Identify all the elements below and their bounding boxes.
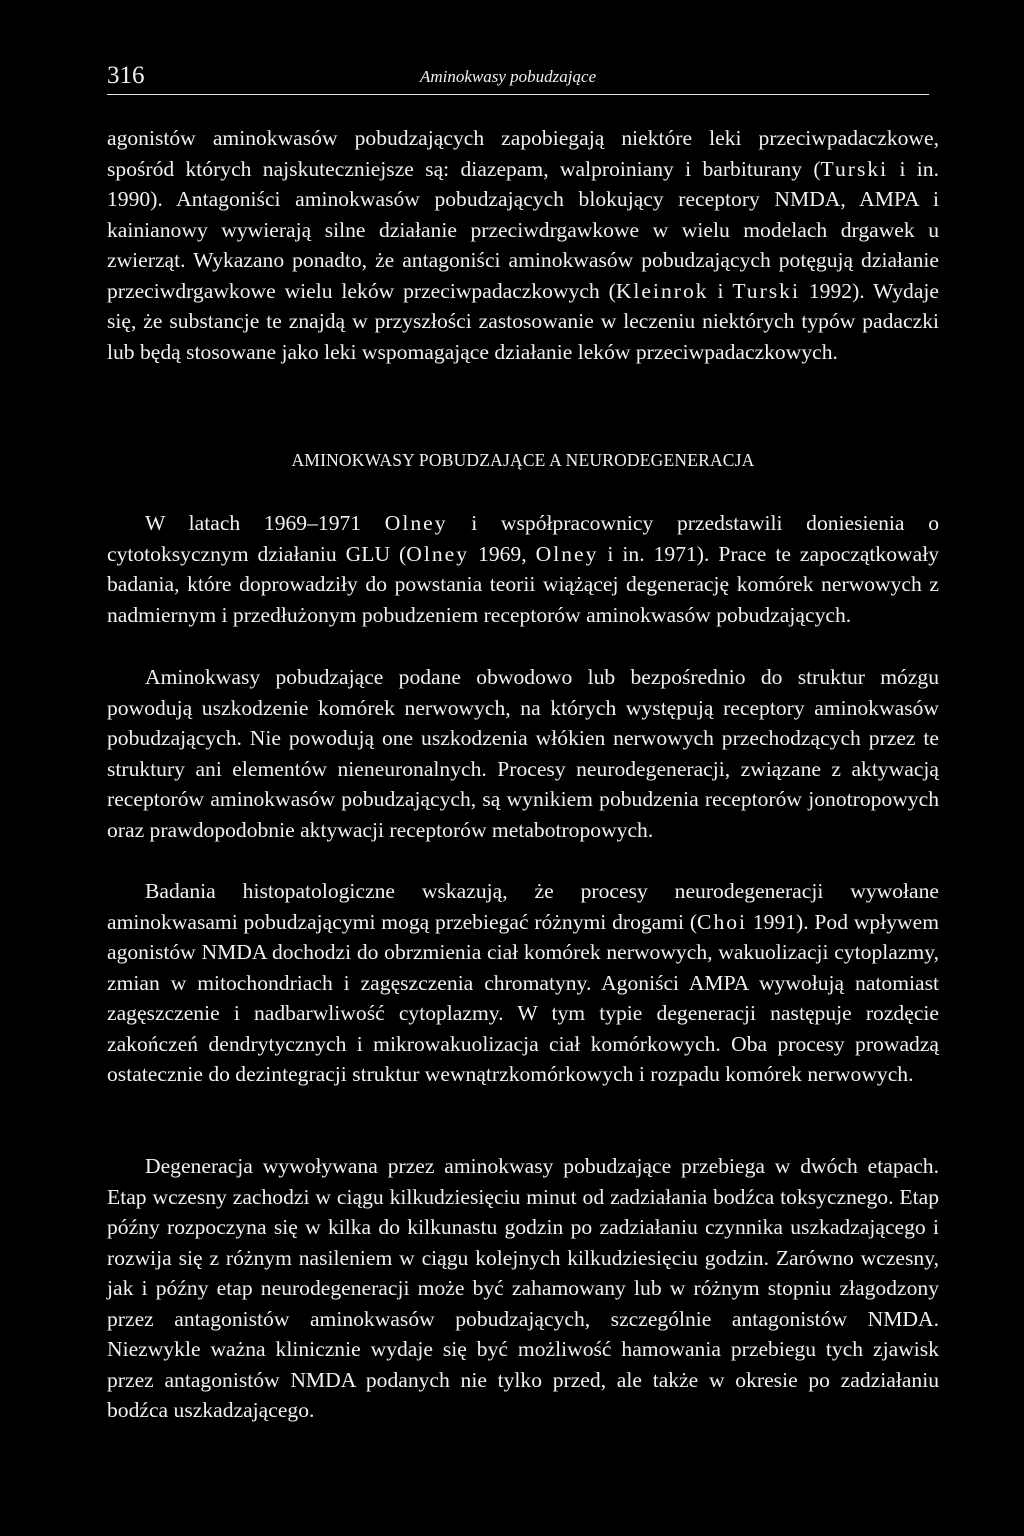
paragraph-2 [107, 508, 939, 630]
text-run: i in. 1971). Prace te zapoczątkowały badania, które doprowadziły do powstania teorii wiążącej degenerację komórek nerwowych z nadmiernym i przedłużonym pobudzeniem receptorów aminokwasów pobudzających. [107, 541, 940, 627]
text-run: agonistów aminokwasów pobudzających zapobiegają niektóre leki przeciwpadaczkowe, spośród których najskuteczniejsze są: diazepam, walproiniany i barbiturany ( [107, 126, 939, 181]
section-heading: AMINOKWASY POBUDZAJĄCE A NEURODEGENERACJA [291, 450, 755, 470]
author-citation: Turski [732, 278, 800, 303]
author-citation: Turski [820, 156, 889, 181]
running-head: Aminokwasy pobudzające [420, 67, 597, 86]
text-run: 1991). Pod wpływem agonistów NMDA dochodzi do obrzmienia ciał komórek nerwowych, wakuolizacji cytoplazmy, zmian w mitochondriach i zagęszczenia chromatyny. Agoniści AMPA wywołują natomiast zagęszczenie i nadbarwliwość cytoplazmy. W tym typie degeneracji następuje rozdęcie zakończeń dendrytycznych i mikrowakuolizacja ciał komórkowych. Oba procesy prowadzą ostatecznie do dezintegracji struktur wewnątrzkomórkowych i rozpadu komórek nerwowych. [107, 909, 939, 1086]
text-run: 1969, [469, 541, 536, 566]
paragraph-4 [107, 876, 939, 1090]
author-citation: Olney [384, 511, 448, 535]
author-citation: Olney [535, 541, 599, 566]
text-run: 1992). Wydaje się, że substancje te znajdą w przyszłości zastosowanie w leczeniu niektórych typów padaczki lub będą stosowane jako leki wspomagające działanie leków przeciwpadaczkowych. [107, 278, 939, 364]
author-citation: Choi [697, 909, 748, 934]
paragraph-5: Degeneracja wywoływana przez aminokwasy pobudzające przebiega w dwóch etapach. Etap wczesny zachodzi w ciągu kilkudziesięciu minut od zadziałania bodźca toksycznego. Etap późny rozpoczyna się w kilka do kilkunastu godzin po zadziałaniu czynnika uszkadzającego i rozwija się z różnym nasileniem w ciągu kolejnych kilkudziesięciu godzin. Zarówno wczesny, jak i późny etap neurodegeneracji może być zahamowany lub w różnym stopniu złagodzony przez antagonistów aminokwasów pobudzających, szczególnie antagonistów NMDA. Niezwykle ważna klinicznie wydaje się być możliwość hamowania przebiegu tych zjawisk przez antagonistów NMDA podanych nie tylko przed, ale także w okresie po zadziałaniu bodźca uszkadzającego. [107, 1154, 939, 1422]
text-run: i in. 1990). Antagoniści aminokwasów pobudzających blokujący receptory NMDA, AMPA i kainianowy wywierają silne działanie przeciwdrgawkowe w wielu modelach drgawek u zwierząt. Wykazano ponadto, że antagoniści aminokwasów pobudzających potęgują działanie przeciwdrgawkowe wielu leków przeciwpadaczkowych ( [107, 156, 939, 303]
text-run: Badania histopatologiczne wskazują, że procesy neurodegeneracji wywołane aminokwasami pobudzającymi mogą przebiegać różnymi drogami ( [107, 879, 939, 934]
text-run: W latach 1969–1971 [145, 511, 385, 535]
author-citation: Olney [406, 541, 470, 566]
page-header [107, 62, 929, 95]
paragraph-3: Aminokwasy pobudzające podane obwodowo lub bezpośrednio do struktur mózgu powodują uszkodzenie komórek nerwowych, na których występują receptory aminokwasów pobudzających. Nie powodują one uszkodzenia włókien nerwowych przechodzących przez te struktury ani elementów nieneuronalnych. Procesy neurodegeneracji, związane z aktywacją receptorów aminokwasów pobudzających, są wynikiem pobudzenia receptorów jonotropowych oraz prawdopodobnie aktywacji receptorów metabotropowych. [107, 665, 939, 842]
text-run: i [708, 278, 733, 303]
text-run: i współpracownicy przedstawili doniesienia o cytotoksycznym działaniu GLU ( [107, 511, 939, 566]
page-number: 316 [107, 62, 145, 89]
author-citation: Kleinrok [615, 278, 709, 303]
paragraph-1 [107, 123, 939, 367]
